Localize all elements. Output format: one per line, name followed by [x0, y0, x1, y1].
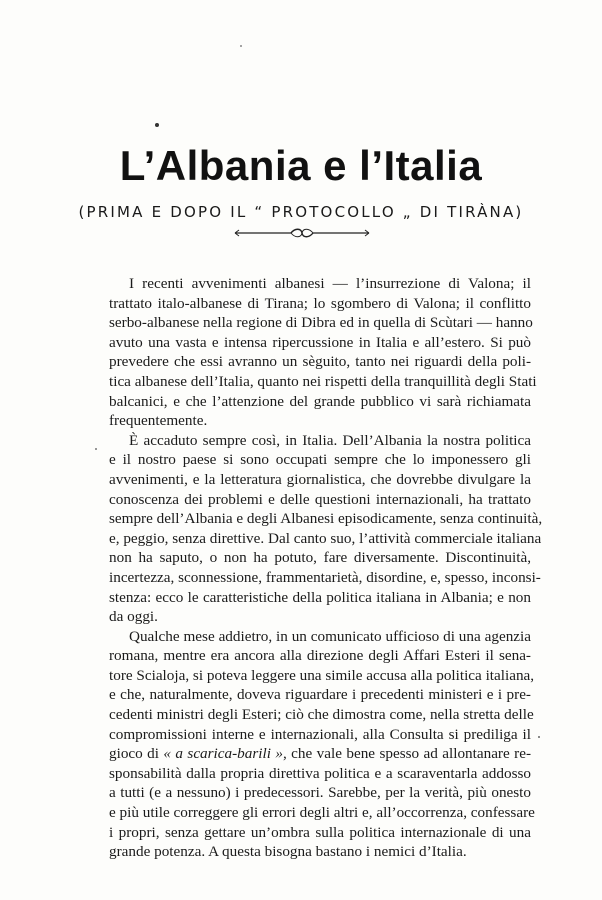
text-line: e, peggio, senza direttive. Dal canto suo, l’attività commerciale italiana: [109, 529, 542, 547]
text-line: avvenimenti, e la letteratura giornalistica, che dovrebbe divulgare la: [109, 470, 531, 488]
text-line: cedenti ministri degli Esteri; ciò che dimostra come, nella stretta delle: [109, 706, 534, 724]
text-line: [109, 744, 531, 764]
text-line: e più utile correggere gli errori degli altri e, all’occorrenza, confessare: [109, 804, 535, 822]
text-line: frequentemente.: [109, 412, 208, 430]
text-line: trattato italo-albanese di Tirana; lo sgombero di Valona; il conflitto: [109, 294, 531, 312]
paragraph-1: [109, 274, 537, 431]
text-line: conoscenza dei problemi e delle questioni internazionali, ha trattato: [109, 490, 531, 508]
ornament-divider-icon: [233, 226, 371, 240]
text-line: grande potenza. A questa bisogna bastano i nemici d’Italia.: [109, 843, 467, 861]
text-line: serbo-albanese nella regione di Dibra ed in quella di Scùtari — hanno: [109, 314, 533, 332]
text-line: sempre dell’Albania e degli Albanesi episodicamente, senza continuità,: [109, 510, 543, 528]
article-body: [109, 274, 543, 862]
text-line: balcanici, e che l’attenzione del grande pubblico vi sarà richiamata: [109, 392, 531, 410]
text-line: stenza: ecco le caratteristiche della politica italiana in Albania; e non: [109, 588, 531, 606]
text-line: prevedere che essi avranno un sèguito, tanto nei riguardi della poli-: [109, 353, 531, 371]
text-line: Qualche mese addietro, in un comunicato ufficioso di una agenzia: [129, 627, 531, 645]
article-subtitle: (PRIMA E DOPO IL “ PROTOCOLLO „ DI TIRÀNA): [78, 203, 524, 221]
text-line: tica albanese dell’Italia, quanto nei rispetti della tranquillità degli Stati: [109, 372, 537, 390]
text-line: e il nostro paese si sono occupati sempre che lo imponessero gli: [109, 451, 531, 469]
text-line: romana, mentre era ancora alla direzione degli Affari Esteri il sena-: [109, 647, 531, 665]
text-fragment: gioco di: [109, 745, 164, 763]
text-fragment: , che vale bene spesso ad allontanare re-: [282, 745, 532, 763]
text-line: I recenti avvenimenti albanesi — l’insurrezione di Valona; il: [129, 275, 531, 292]
ink-speck: [538, 736, 540, 738]
text-line: compromissioni interne e internazionali, alla Consulta si prediliga il: [109, 725, 531, 743]
ink-speck: [240, 45, 242, 47]
italic-phrase: « a scarica-barili »: [163, 745, 283, 763]
text-line: incertezza, sconnessione, frammentarietà, disordine, e, spesso, inconsi-: [109, 568, 541, 586]
text-line: avuto una vasta e intensa ripercussione in Italia e all’estero. Si può: [109, 333, 531, 351]
text-line: tore Scialoja, si poteva leggere una simile accusa alla politica italiana,: [109, 666, 535, 684]
text-line: non ha saputo, o non ha potuto, fare diversamente. Discontinuità,: [109, 549, 531, 567]
text-line: da oggi.: [109, 608, 158, 626]
text-line: sponsabilità dalla propria direttiva politica e a scaraventarla addosso: [109, 764, 531, 782]
text-line: È accaduto sempre così, in Italia. Dell’Albania la nostra politica: [129, 431, 531, 449]
ink-speck: [95, 448, 97, 450]
article-title: L’Albania e l’Italia: [119, 142, 483, 189]
paragraph-3: [109, 627, 535, 862]
text-line: a tutti (e a nessuno) i predecessori. Sarebbe, per la verità, più onesto: [109, 784, 531, 802]
text-line: e che, naturalmente, doveva riguardare i precedenti ministeri e i pre-: [109, 686, 531, 704]
paragraph-2: [109, 431, 543, 627]
ink-speck: [155, 123, 159, 127]
text-line: i propri, senza gettare un’ombra sulla politica internazionale di una: [109, 823, 531, 841]
